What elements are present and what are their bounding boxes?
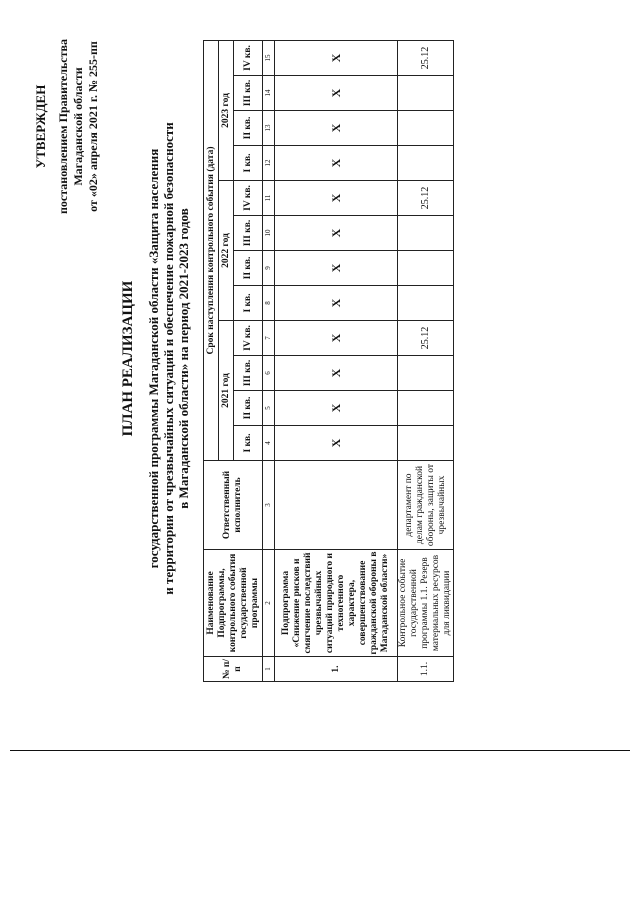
column-number: 2 <box>263 550 275 657</box>
row-cell <box>398 426 454 461</box>
header-quarter: II кв. <box>234 251 263 286</box>
approval-line: от «02» апреля 2021 г. № 255-пп <box>86 41 100 212</box>
header-quarter: IV кв. <box>234 181 263 216</box>
column-number: 1 <box>263 657 275 682</box>
row-cell <box>398 111 454 146</box>
header-quarter: I кв. <box>234 426 263 461</box>
header-quarter: I кв. <box>234 286 263 321</box>
table-row <box>398 40 454 681</box>
row-cell <box>398 146 454 181</box>
row-cell: X <box>275 426 398 461</box>
approval-line: Магаданской области <box>71 67 85 186</box>
header-year: 2023 год <box>219 40 234 180</box>
column-number: 10 <box>263 216 275 251</box>
plan-table <box>203 40 454 682</box>
header-num: № п/п <box>204 657 263 682</box>
title-line: и территории от чрезвычайных ситуаций и обеспечение пожарной безопасности <box>161 122 176 595</box>
row-cell <box>398 76 454 111</box>
header-quarter: IV кв. <box>234 321 263 356</box>
column-number: 7 <box>263 321 275 356</box>
row-cell <box>398 286 454 321</box>
title-line: в Магаданской области» на период 2021-2023 годов <box>176 208 191 509</box>
header-quarter: III кв. <box>234 216 263 251</box>
row-name: Контрольное событие государственной программы 1.1. Резерв материальных ресурсов для ликвидации <box>398 550 454 657</box>
row-name: Подпрограмма «Снижение рисков и смягчение последствий чрезвычайных ситуаций природного и техногенного характера, совершенствование гражданской обороны в Магаданской области» <box>275 550 398 657</box>
header-responsible: Ответственный исполнитель <box>204 461 263 550</box>
approval-line: постановлением Правительства <box>56 38 70 214</box>
header-year: 2022 год <box>219 181 234 321</box>
rotated-page <box>25 31 452 686</box>
row-cell: X <box>275 391 398 426</box>
header-quarter: I кв. <box>234 146 263 181</box>
title-line: государственной программы Магаданской области «Защита населения <box>146 148 161 569</box>
row-cell: X <box>275 40 398 75</box>
column-number: 15 <box>263 40 275 75</box>
column-number: 6 <box>263 356 275 391</box>
row-cell: 25.12 <box>398 181 454 216</box>
row-num: 1.1. <box>398 657 454 682</box>
approval-title: УТВЕРЖДЕН <box>33 84 48 169</box>
row-cell: 25.12 <box>398 321 454 356</box>
row-cell: X <box>275 251 398 286</box>
column-number: 4 <box>263 426 275 461</box>
header-deadline: Срок наступления контрольного события (дата) <box>204 40 219 460</box>
table-row <box>275 40 398 681</box>
column-number: 13 <box>263 111 275 146</box>
row-cell <box>398 251 454 286</box>
row-cell: X <box>275 286 398 321</box>
document-title <box>121 31 191 686</box>
column-number: 11 <box>263 181 275 216</box>
row-cell: X <box>275 356 398 391</box>
column-number: 12 <box>263 146 275 181</box>
plan-heading: ПЛАН РЕАЛИЗАЦИИ <box>120 280 136 437</box>
column-number: 8 <box>263 286 275 321</box>
row-responsible <box>275 461 398 550</box>
header-quarter: II кв. <box>234 111 263 146</box>
row-cell: X <box>275 146 398 181</box>
column-number: 5 <box>263 391 275 426</box>
column-number: 3 <box>263 461 275 550</box>
column-number: 14 <box>263 76 275 111</box>
row-cell: 25.12 <box>398 40 454 75</box>
row-cell <box>398 356 454 391</box>
header-quarter: III кв. <box>234 76 263 111</box>
header-quarter: II кв. <box>234 391 263 426</box>
row-cell: X <box>275 181 398 216</box>
row-cell <box>398 216 454 251</box>
header-year: 2021 год <box>219 321 234 461</box>
header-quarter: III кв. <box>234 356 263 391</box>
page-divider <box>10 750 630 751</box>
row-responsible: департамент по делам гражданской обороны, защиты от чрезвычайных <box>398 461 454 550</box>
header-quarter: IV кв. <box>234 40 263 75</box>
column-number: 9 <box>263 251 275 286</box>
header-name: Наименование Подпрограммы, контрольного события государственной программы <box>204 550 263 657</box>
approval-stamp <box>33 39 101 214</box>
row-num: 1. <box>275 657 398 682</box>
row-cell: X <box>275 321 398 356</box>
row-cell: X <box>275 111 398 146</box>
row-cell: X <box>275 76 398 111</box>
row-cell <box>398 391 454 426</box>
row-cell: X <box>275 216 398 251</box>
